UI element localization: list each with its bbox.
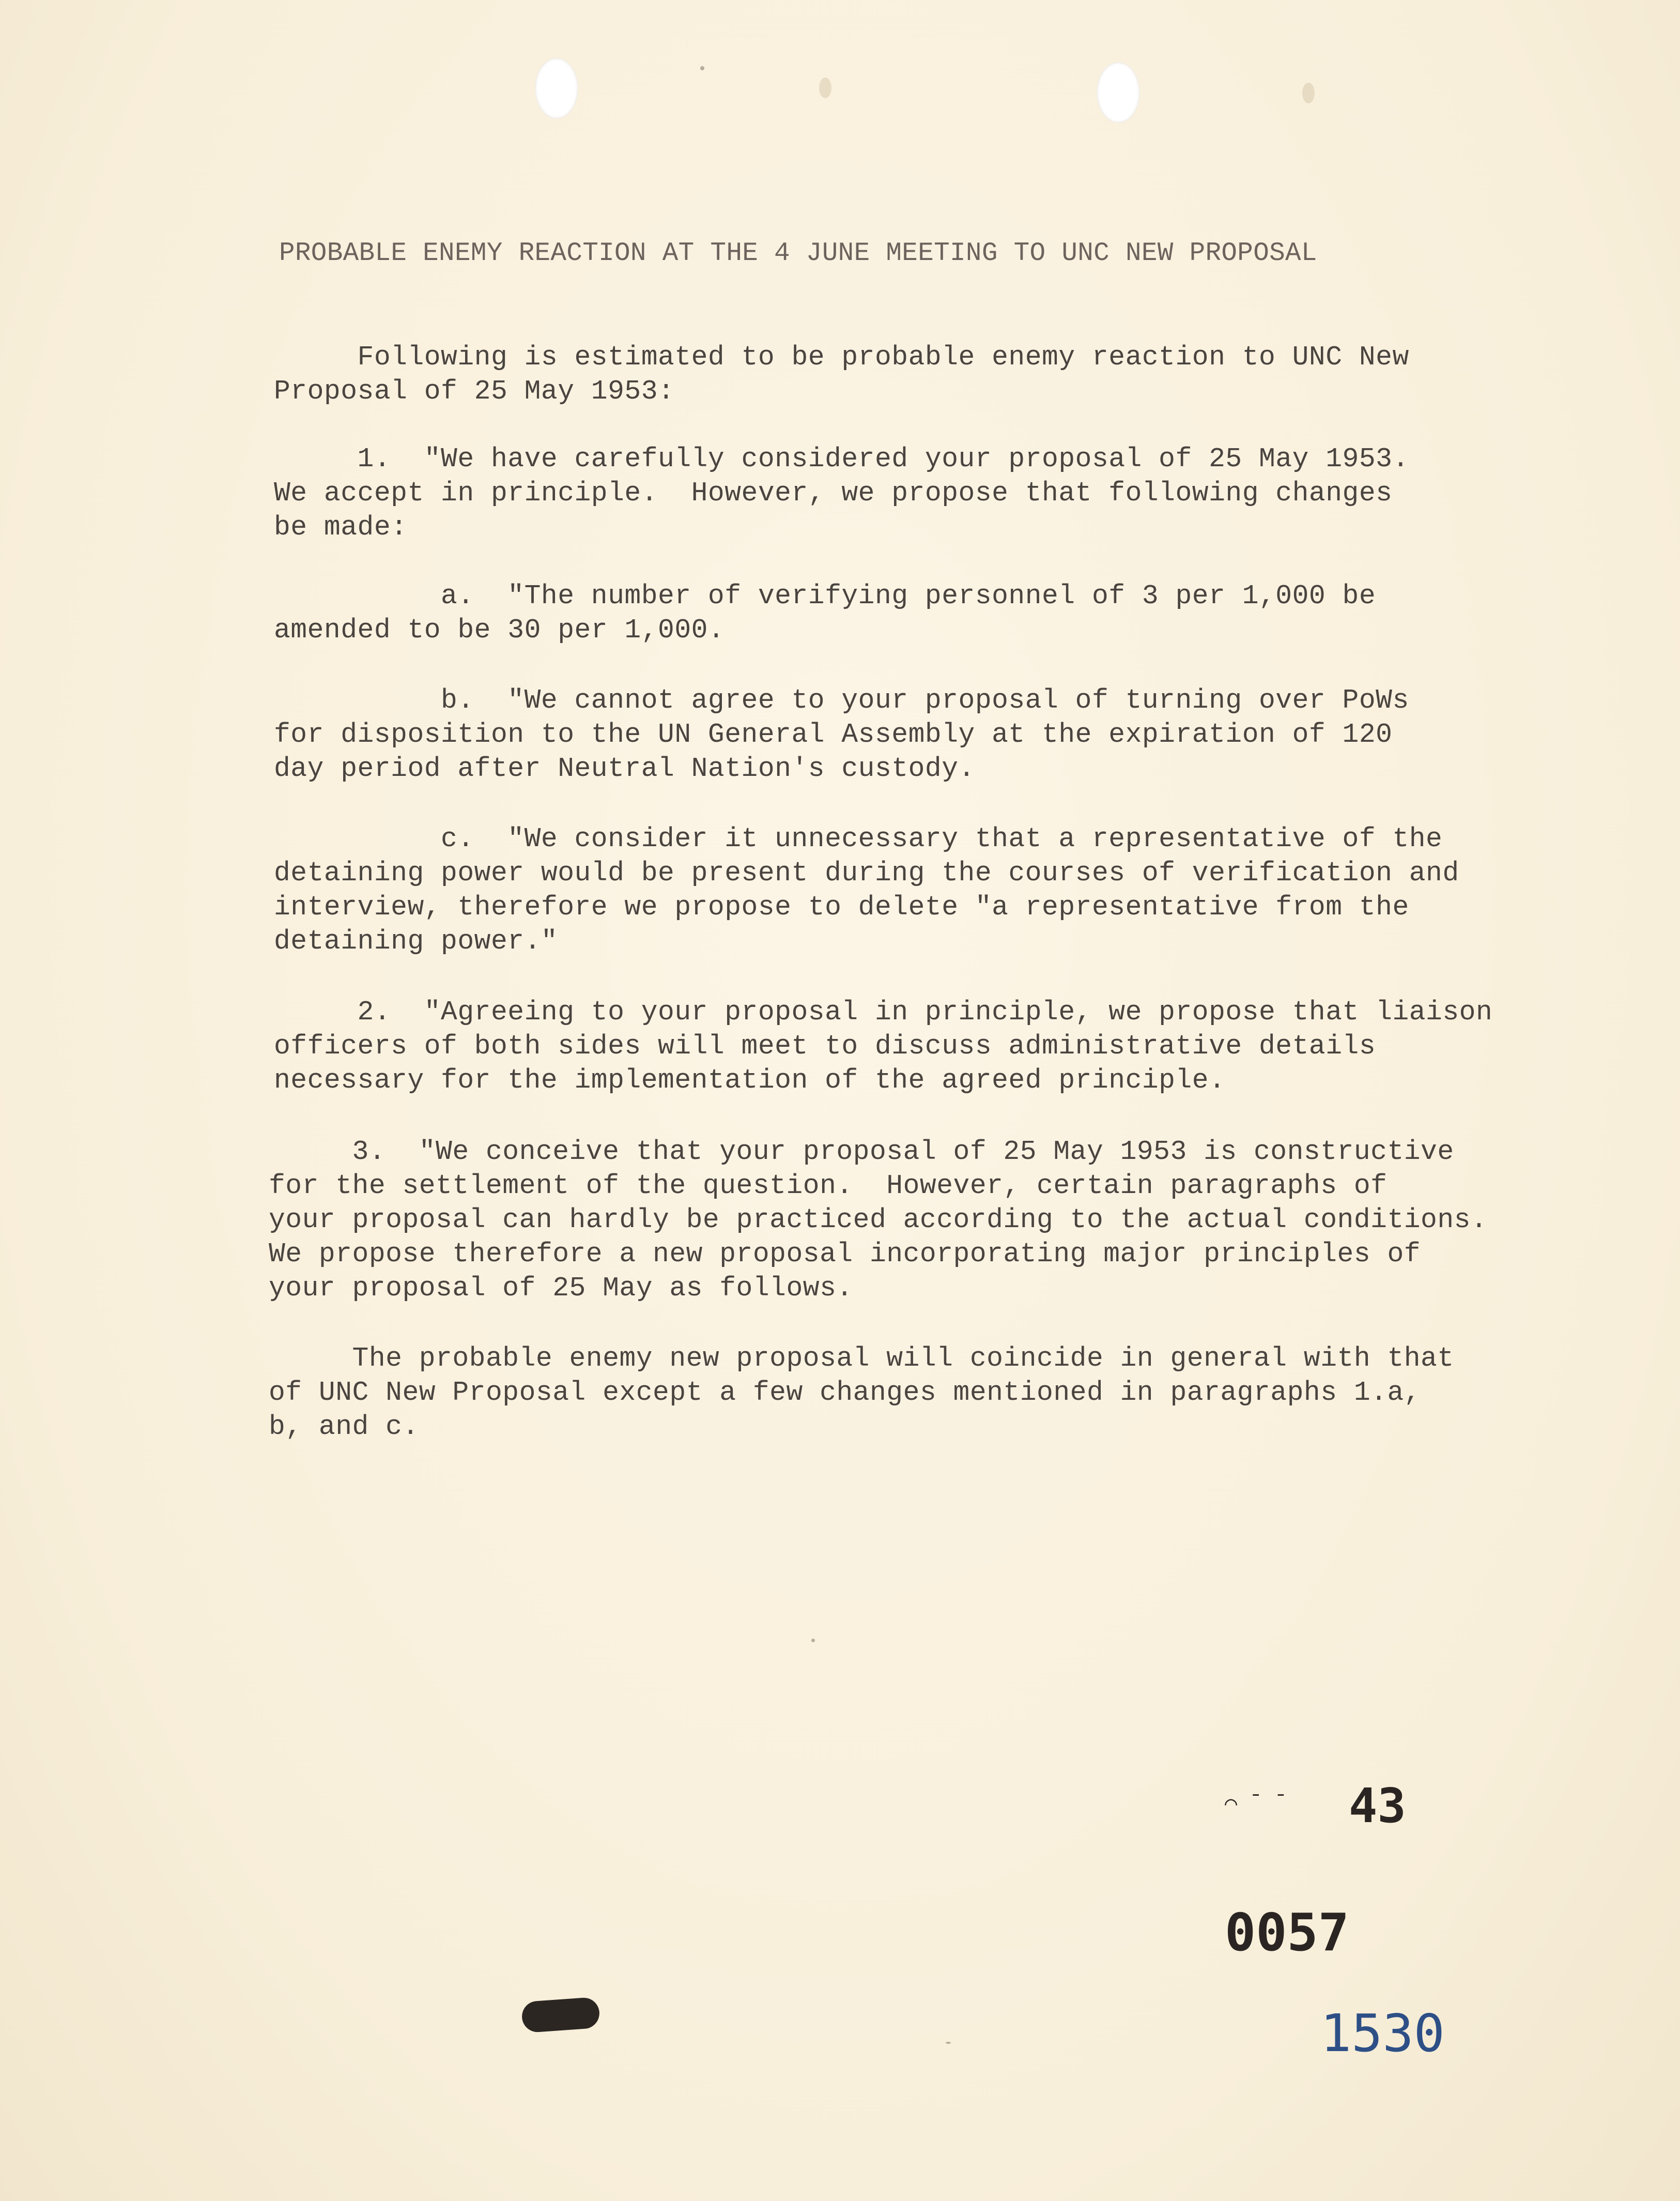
paragraph-3-line: your proposal can hardly be practiced according to the actual conditions. xyxy=(269,1204,1488,1235)
paragraph-3-line: 3. "We conceive that your proposal of 25 May 1953 is constructive xyxy=(269,1136,1454,1167)
paragraph-2-line: necessary for the implementation of the agreed principle. xyxy=(274,1065,1226,1096)
paragraph-1-line: We accept in principle. However, we propose that following changes xyxy=(274,478,1393,509)
paragraph-2-line: 2. "Agreeing to your proposal in principle, we propose that liaison xyxy=(274,997,1493,1028)
paragraph-1-line: 1. "We have carefully considered your proposal of 25 May 1953. xyxy=(274,444,1409,475)
document-title: PROBABLE ENEMY REACTION AT THE 4 JUNE MEETING TO UNC NEW PROPOSAL xyxy=(279,239,1317,268)
paragraph-1c-line: detaining power would be present during the courses of verification and xyxy=(274,858,1459,889)
serial-number-stamp: 0057 xyxy=(1225,1902,1349,1963)
blue-number-stamp: 1530 xyxy=(1320,2003,1445,2064)
conclusion-line: b, and c. xyxy=(269,1411,419,1442)
paragraph-1b-line: b. "We cannot agree to your proposal of turning over PoWs xyxy=(274,685,1409,716)
paragraph-1c-line: detaining power." xyxy=(274,926,558,957)
dust-speck xyxy=(946,2042,951,2044)
conclusion-line: of UNC New Proposal except a few changes mentioned in paragraphs 1.a, xyxy=(269,1377,1421,1408)
punch-hole-right xyxy=(1097,62,1140,123)
paragraph-1b-line: for disposition to the UN General Assembly at the expiration of 120 xyxy=(274,719,1393,750)
dust-speck xyxy=(811,1639,815,1642)
paragraph-2-line: officers of both sides will meet to discuss administrative details xyxy=(274,1031,1376,1062)
paragraph-1c-line: interview, therefore we propose to delete "a representative from the xyxy=(274,892,1409,923)
ink-blot xyxy=(521,1997,600,2033)
paper-tear-mark xyxy=(1302,83,1315,103)
paragraph-3-line: We propose therefore a new proposal incorporating major principles of xyxy=(269,1239,1421,1270)
conclusion-line: The probable enemy new proposal will coincide in general with that xyxy=(269,1343,1454,1374)
page-marks: ⌒ ˉ ˉ xyxy=(1225,1791,1287,1815)
page-number-stamp: 43 xyxy=(1349,1778,1406,1833)
intro-line: Proposal of 25 May 1953: xyxy=(274,376,675,407)
paragraph-1a-line: a. "The number of verifying personnel of 3 per 1,000 be xyxy=(274,580,1376,612)
paper-tear-mark xyxy=(819,78,831,98)
paragraph-1a-line: amended to be 30 per 1,000. xyxy=(274,615,725,646)
paragraph-1c-line: c. "We consider it unnecessary that a representative of the xyxy=(274,823,1443,854)
paragraph-3-line: for the settlement of the question. However, certain paragraphs of xyxy=(269,1170,1388,1201)
paragraph-1b-line: day period after Neutral Nation's custody. xyxy=(274,753,975,784)
dust-speck xyxy=(700,66,704,70)
paragraph-3-line: your proposal of 25 May as follows. xyxy=(269,1273,853,1304)
punch-hole-left xyxy=(535,58,578,119)
paragraph-1-line: be made: xyxy=(274,512,408,543)
intro-line: Following is estimated to be probable enemy reaction to UNC New xyxy=(274,342,1409,373)
